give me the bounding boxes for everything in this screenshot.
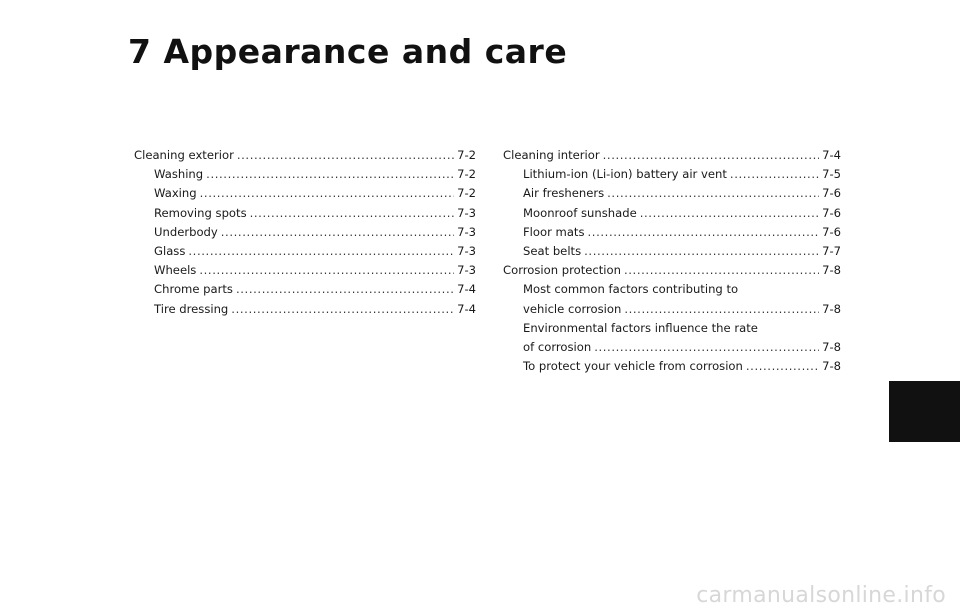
toc-entry[interactable]: [134, 223, 476, 242]
toc-entry[interactable]: [503, 184, 841, 203]
toc-entry[interactable]: [134, 184, 476, 203]
toc-entry-label: Cleaning exterior: [134, 148, 234, 162]
toc-entry-page: 7-6: [822, 205, 841, 220]
dot-leader: [594, 338, 819, 357]
toc-entry-page: 7-5: [822, 167, 841, 182]
dot-leader: [236, 280, 454, 299]
page-title: 7 Appearance and care: [128, 32, 568, 71]
toc-entry[interactable]: [134, 165, 476, 184]
toc-entry-page: 7-3: [457, 244, 476, 259]
toc-entry-page: 7-8: [822, 340, 841, 355]
toc-entry-page: 7-4: [457, 301, 476, 316]
toc-entry-label: Moonroof sunshade: [523, 205, 637, 220]
toc-entry-label-line1: Most common factors contributing to: [523, 282, 739, 297]
toc-entry-page: 7-8: [822, 359, 841, 374]
toc-entry-label: Glass: [154, 244, 186, 259]
toc-entry[interactable]: [134, 261, 476, 280]
dot-leader: [624, 300, 819, 319]
dot-leader: [237, 146, 454, 165]
toc-entry-label: Tire dressing: [154, 301, 229, 316]
toc-entry-label: Underbody: [154, 224, 218, 239]
dot-leader: [607, 184, 819, 203]
watermark: carmanualsonline.info: [696, 583, 946, 608]
toc-entry[interactable]: [503, 357, 841, 376]
toc-entry-page: 7-8: [822, 263, 841, 278]
toc-entry-label: To protect your vehicle from corrosion: [523, 359, 743, 374]
toc-entry-label: Chrome parts: [154, 282, 233, 297]
dot-leader: [221, 223, 454, 242]
toc-entry-label: of corrosion: [523, 340, 592, 355]
dot-leader: [250, 204, 454, 223]
toc-entry-page: 7-6: [822, 186, 841, 201]
toc-entry-label-line1: Environmental factors influence the rate: [523, 320, 758, 335]
toc-entry-label: Wheels: [154, 263, 197, 278]
toc-entry-page: 7-2: [457, 148, 476, 162]
dot-leader: [584, 242, 819, 261]
toc-entry[interactable]: [503, 146, 841, 165]
dot-leader: [730, 165, 819, 184]
toc-entry[interactable]: [503, 242, 841, 261]
dot-leader: [746, 357, 819, 376]
toc-entry-page: 7-6: [822, 224, 841, 239]
toc-entry[interactable]: [503, 223, 841, 242]
toc-entry[interactable]: [503, 204, 841, 223]
toc-entry-label: vehicle corrosion: [523, 301, 622, 316]
toc-entry[interactable]: [503, 261, 841, 280]
toc-left-column: [134, 146, 476, 319]
dot-leader: [199, 261, 454, 280]
toc-right-column: [503, 146, 841, 376]
toc-entry-label: Cleaning interior: [503, 148, 600, 162]
chapter-tab: [889, 381, 960, 442]
toc-entry-page: 7-3: [457, 263, 476, 278]
dot-leader: [188, 242, 454, 261]
toc-entry-page: 7-2: [457, 167, 476, 182]
toc-entry-page: 7-4: [457, 282, 476, 297]
dot-leader: [624, 261, 819, 280]
toc-entry-page: 7-3: [457, 224, 476, 239]
dot-leader: [640, 204, 819, 223]
toc-entry[interactable]: [134, 242, 476, 261]
toc-entry-label: Lithium-ion (Li-ion) battery air vent: [523, 167, 727, 182]
dot-leader: [231, 300, 454, 319]
toc-entry-page: 7-4: [822, 148, 841, 162]
toc-entry[interactable]: [134, 146, 476, 165]
toc-entry-label: Corrosion protection: [503, 263, 621, 278]
toc-entry[interactable]: [503, 165, 841, 184]
toc-entry-label: Waxing: [154, 186, 197, 201]
toc-entry-label: Air fresheners: [523, 186, 605, 201]
dot-leader: [588, 223, 820, 242]
toc-entry-label: Removing spots: [154, 205, 247, 220]
dot-leader: [200, 184, 454, 203]
toc-entry[interactable]: [503, 338, 841, 357]
toc-entry[interactable]: [134, 280, 476, 299]
toc-entry[interactable]: [503, 300, 841, 319]
toc-entry[interactable]: [134, 204, 476, 223]
toc-entry-page: 7-8: [822, 301, 841, 316]
dot-leader: [603, 146, 819, 165]
toc-entry-page: 7-7: [822, 244, 841, 259]
toc-entry[interactable]: [134, 300, 476, 319]
toc-entry-page: 7-3: [457, 205, 476, 220]
toc-entry-page: 7-2: [457, 186, 476, 201]
toc-entry-label: Seat belts: [523, 244, 582, 259]
toc-entry-label: Floor mats: [523, 224, 585, 239]
dot-leader: [206, 165, 454, 184]
toc-entry-label: Washing: [154, 167, 204, 182]
